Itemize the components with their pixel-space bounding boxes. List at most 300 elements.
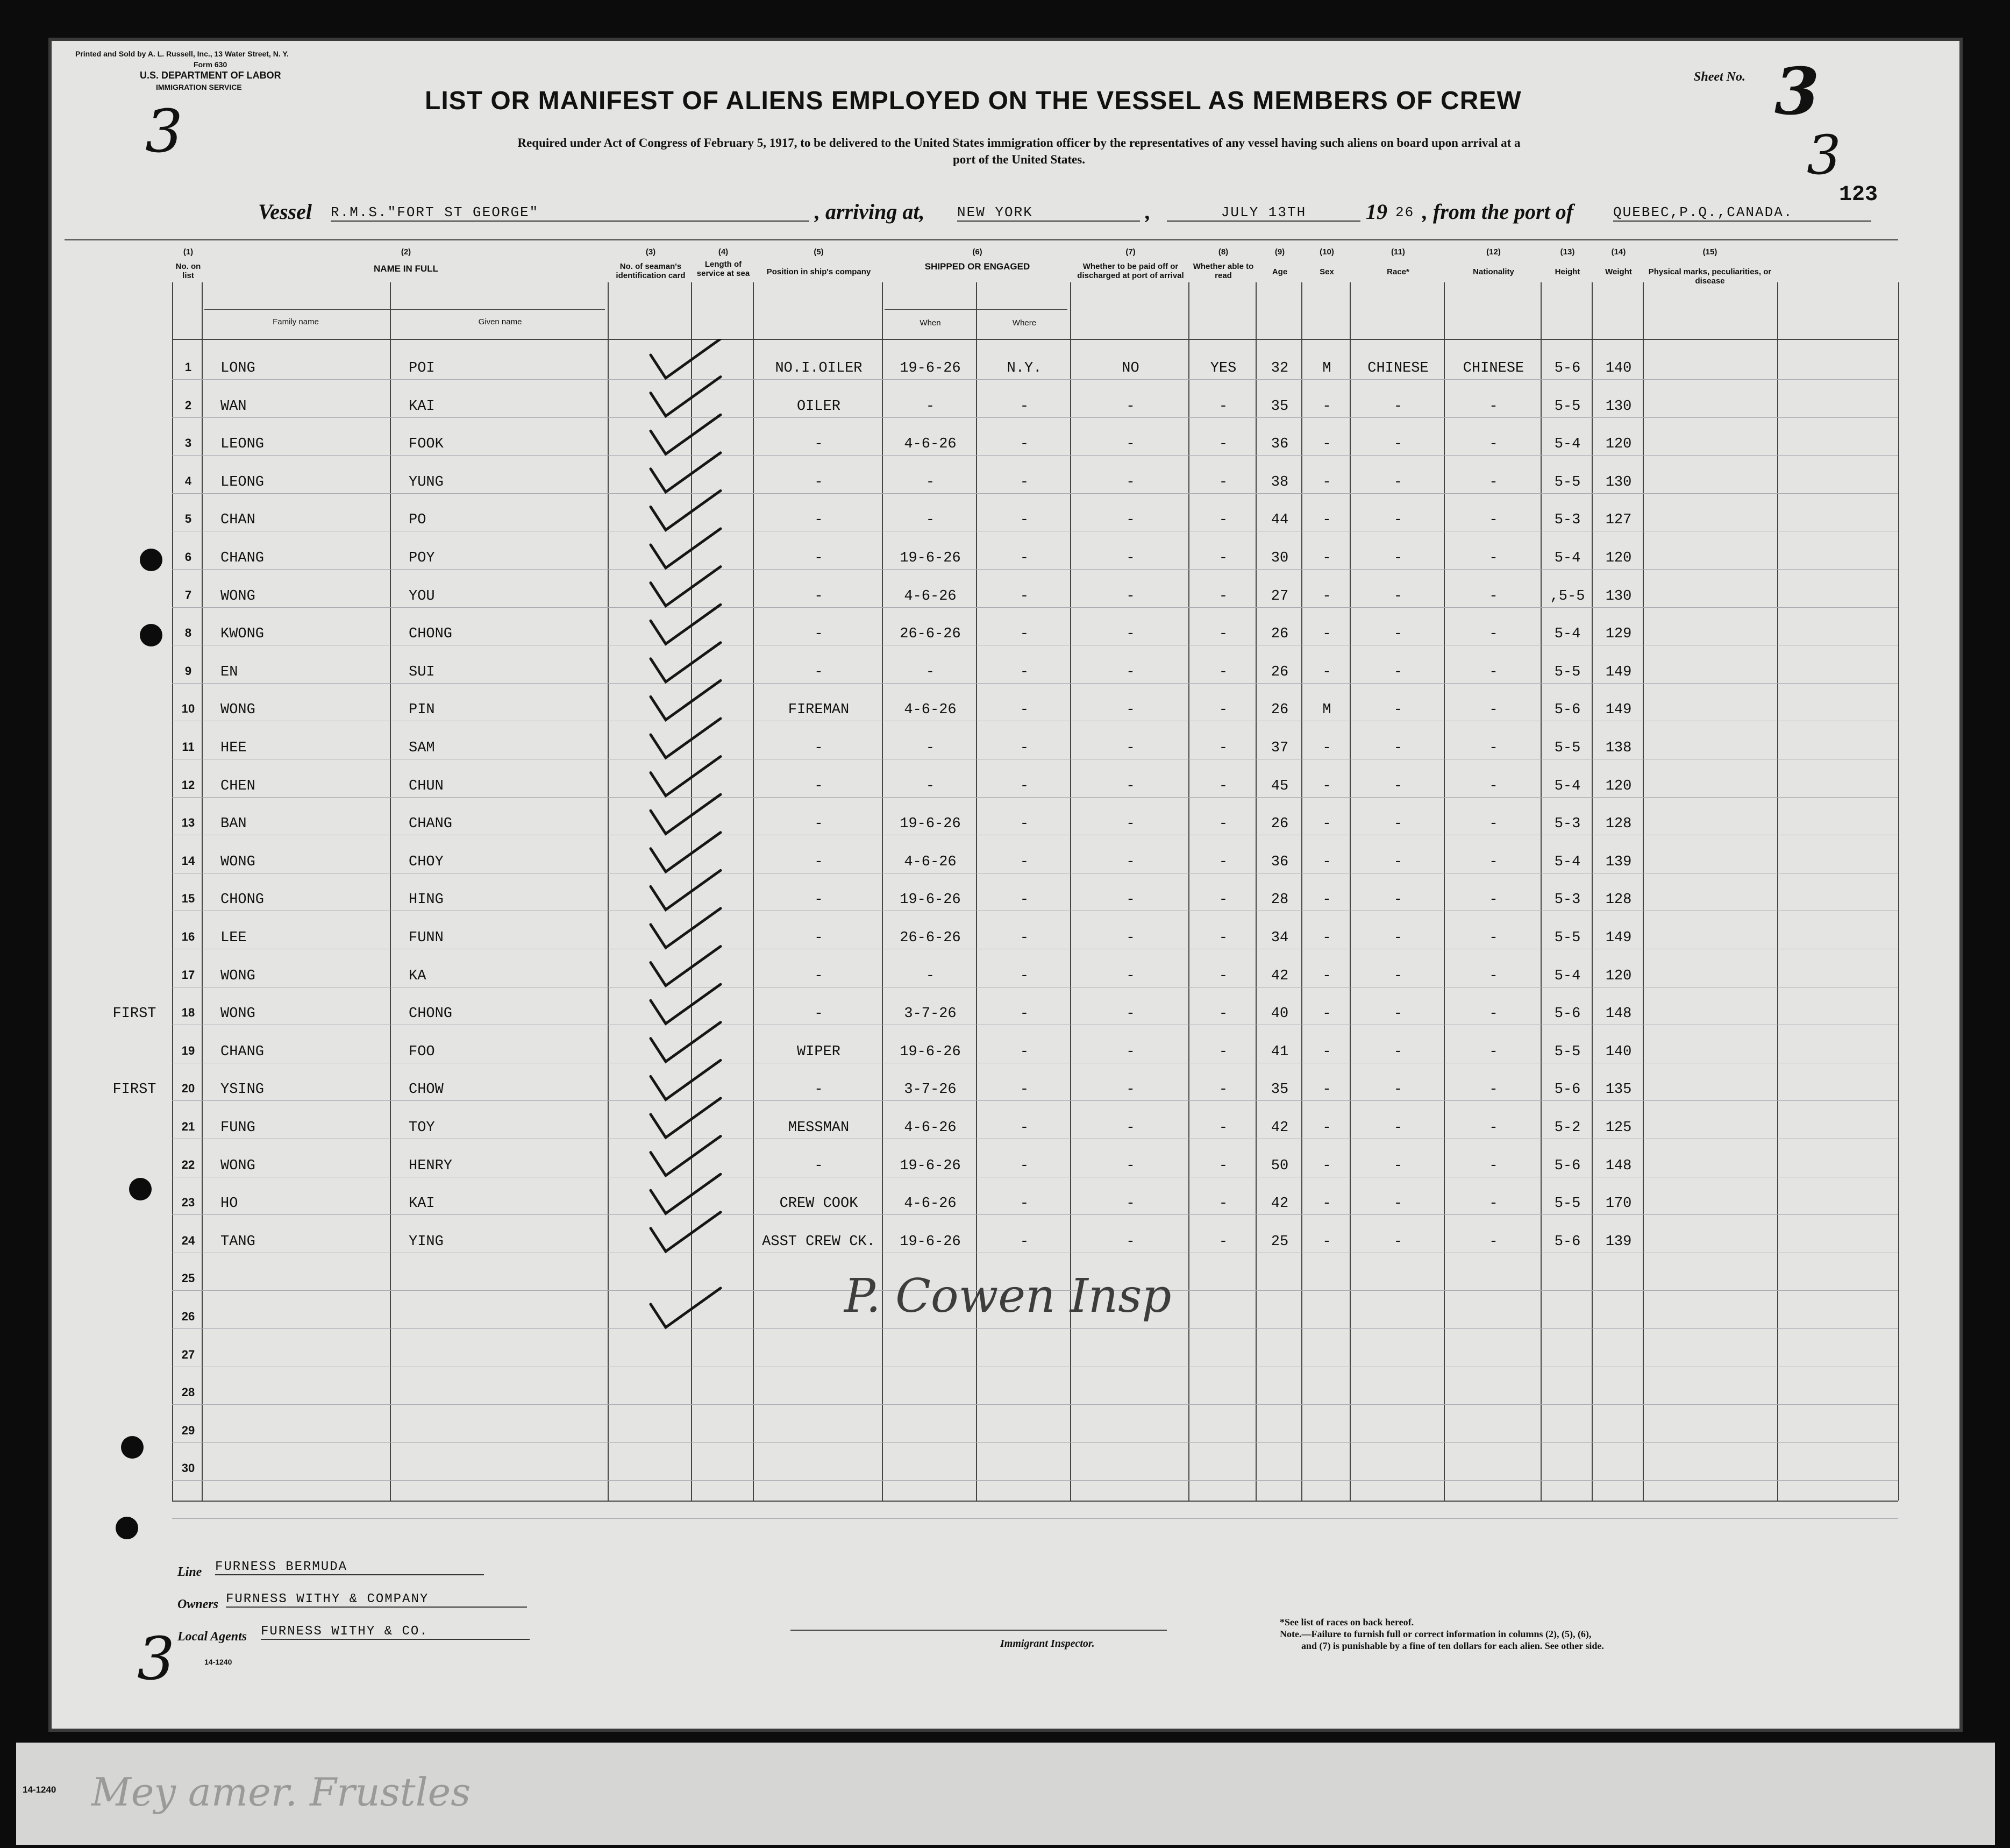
cell-read: - xyxy=(1218,550,1228,566)
cell-height: 5-6 xyxy=(1554,1006,1581,1022)
subheader-rule xyxy=(885,309,1067,310)
cell-position: NO.I.OILER xyxy=(775,360,863,376)
cell-height: 5-6 xyxy=(1554,1233,1581,1250)
cell-position: FIREMAN xyxy=(788,702,850,719)
cell-where: - xyxy=(1020,436,1029,453)
cell-no: 28 xyxy=(181,1385,195,1399)
agents-value: FURNESS WITHY & CO. xyxy=(261,1624,530,1640)
cell-position: - xyxy=(814,1082,823,1098)
cell-when: 19-6-26 xyxy=(900,550,961,566)
cell-given: SUI xyxy=(409,664,435,680)
cell-height: 5-4 xyxy=(1554,968,1581,984)
cell-sex: - xyxy=(1322,1196,1331,1212)
cell-race: - xyxy=(1393,436,1403,453)
row-rule xyxy=(172,493,1898,494)
cell-read: - xyxy=(1218,1157,1228,1174)
cell-weight: 135 xyxy=(1605,1082,1632,1098)
cell-weight: 129 xyxy=(1605,626,1632,643)
line-value: FURNESS BERMUDA xyxy=(215,1560,484,1575)
cell-weight: 149 xyxy=(1605,702,1632,719)
checkmark-icon xyxy=(651,680,721,720)
agents-label: Local Agents xyxy=(177,1630,247,1644)
cell-no: 24 xyxy=(181,1233,195,1247)
cell-nationality: - xyxy=(1489,436,1498,453)
row-rule xyxy=(172,455,1898,456)
cell-paid: - xyxy=(1126,436,1135,453)
col-10-header: (10) Sex xyxy=(1320,247,1334,276)
cell-sex: - xyxy=(1322,588,1331,605)
cell-when: 26-6-26 xyxy=(900,930,961,946)
cell-weight: 120 xyxy=(1605,436,1632,453)
column-rule xyxy=(172,282,173,1501)
cell-read: - xyxy=(1218,1196,1228,1212)
cell-weight: 120 xyxy=(1605,968,1632,984)
page-number: 123 xyxy=(1839,183,1878,207)
cell-no: 1 xyxy=(184,360,192,374)
bottom-strip xyxy=(16,1743,1995,1845)
service: IMMIGRATION SERVICE xyxy=(156,83,242,91)
cell-no: 10 xyxy=(181,702,195,716)
cell-nationality: - xyxy=(1489,854,1498,870)
form-number: Form 630 xyxy=(194,60,227,69)
department: U.S. DEPARTMENT OF LABOR xyxy=(140,70,281,81)
cell-where: - xyxy=(1020,398,1029,415)
form-title: LIST OR MANIFEST OF ALIENS EMPLOYED ON THE VESSEL AS MEMBERS OF CREW xyxy=(425,87,1522,115)
cell-age: 42 xyxy=(1271,1196,1289,1212)
cell-paid: - xyxy=(1126,740,1135,756)
column-rule xyxy=(1898,282,1899,1501)
cell-sex: - xyxy=(1322,892,1331,908)
cell-read: - xyxy=(1218,740,1228,756)
cell-height: 5-5 xyxy=(1554,474,1581,491)
col-14-header: (14) Weight xyxy=(1605,247,1632,276)
cell-height: 5-4 xyxy=(1554,436,1581,453)
cell-nationality: - xyxy=(1489,892,1498,908)
column-rule xyxy=(753,282,754,1501)
cell-race: - xyxy=(1393,854,1403,870)
cell-sex: - xyxy=(1322,1006,1331,1022)
cell-paid: - xyxy=(1126,626,1135,643)
cell-nationality: - xyxy=(1489,626,1498,643)
col-7-header: (7) Whether to be paid off or discharged at port of arrival xyxy=(1077,247,1184,280)
cell-age: 42 xyxy=(1271,1120,1289,1136)
cell-family: CHEN xyxy=(220,778,255,794)
cell-given: KA xyxy=(409,968,426,984)
cell-family: BAN xyxy=(220,816,247,833)
checkmark-icon xyxy=(651,339,721,378)
cell-height: 5-5 xyxy=(1554,398,1581,415)
cell-nationality: - xyxy=(1489,512,1498,529)
cell-race: - xyxy=(1393,816,1403,833)
cell-family: EN xyxy=(220,664,238,680)
cell-given: KAI xyxy=(409,1196,435,1212)
cell-age: 26 xyxy=(1271,664,1289,680)
cell-nationality: - xyxy=(1489,968,1498,984)
cell-race: - xyxy=(1393,1196,1403,1212)
cell-height: 5-5 xyxy=(1554,664,1581,680)
cell-when: - xyxy=(925,664,935,680)
cell-no: 22 xyxy=(181,1157,195,1171)
cell-no: 27 xyxy=(181,1347,195,1361)
cell-height: ,5-5 xyxy=(1550,588,1585,605)
row-rule xyxy=(172,569,1898,570)
cell-read: - xyxy=(1218,854,1228,870)
cell-position: - xyxy=(814,968,823,984)
checkmark-icon xyxy=(651,794,721,834)
cell-where: - xyxy=(1020,1196,1029,1212)
cell-weight: 127 xyxy=(1605,512,1632,529)
cell-race: - xyxy=(1393,1120,1403,1136)
cell-family: LEONG xyxy=(220,436,265,453)
table-bottom-rule xyxy=(172,1501,1898,1502)
cell-paid: - xyxy=(1126,474,1135,491)
cell-family: LEONG xyxy=(220,474,265,491)
cell-race: - xyxy=(1393,664,1403,680)
cell-height: 5-4 xyxy=(1554,854,1581,870)
cell-nationality: - xyxy=(1489,1006,1498,1022)
cell-where: - xyxy=(1020,512,1029,529)
cell-paid: - xyxy=(1126,968,1135,984)
from-label: , from the port of xyxy=(1422,200,1574,224)
cell-age: 35 xyxy=(1271,1082,1289,1098)
cell-paid: - xyxy=(1126,1233,1135,1250)
cell-no: 8 xyxy=(184,626,192,640)
cell-read: - xyxy=(1218,398,1228,415)
cell-race: - xyxy=(1393,1043,1403,1060)
cell-race: - xyxy=(1393,702,1403,719)
cell-weight: 149 xyxy=(1605,664,1632,680)
cell-position: WIPER xyxy=(796,1043,840,1060)
cell-no: 3 xyxy=(184,436,192,450)
cell-age: 45 xyxy=(1271,778,1289,794)
cell-weight: 128 xyxy=(1605,892,1632,908)
cell-age: 25 xyxy=(1271,1233,1289,1250)
cell-read: - xyxy=(1218,474,1228,491)
cell-family: WONG xyxy=(220,968,255,984)
cell-sex: - xyxy=(1322,398,1331,415)
cell-age: 42 xyxy=(1271,968,1289,984)
cell-given: FOO xyxy=(409,1043,435,1060)
table-top-rule xyxy=(65,239,1898,240)
cell-race: - xyxy=(1393,778,1403,794)
checkmark-icon xyxy=(651,377,721,416)
cell-where: - xyxy=(1020,816,1029,833)
cell-given: CHOW xyxy=(409,1082,444,1098)
col-13-header: (13) Height xyxy=(1555,247,1580,276)
cell-where: - xyxy=(1020,1043,1029,1060)
column-rule xyxy=(1301,282,1302,1501)
cell-age: 44 xyxy=(1271,512,1289,529)
cell-when: 19-6-26 xyxy=(900,892,961,908)
cell-given: CHONG xyxy=(409,626,453,643)
cell-family: HO xyxy=(220,1196,238,1212)
checkmark-icon xyxy=(651,643,721,682)
row-rule xyxy=(172,417,1898,418)
cell-paid: - xyxy=(1126,398,1135,415)
cell-weight: 138 xyxy=(1605,740,1632,756)
cell-nationality: - xyxy=(1489,1157,1498,1174)
cell-weight: 140 xyxy=(1605,360,1632,376)
cell-race: CHINESE xyxy=(1367,360,1429,376)
cell-given: CHONG xyxy=(409,1006,453,1022)
cell-given: YING xyxy=(409,1233,444,1250)
checkmark-icon xyxy=(651,1098,721,1138)
cell-read: - xyxy=(1218,436,1228,453)
cell-no: 15 xyxy=(181,892,195,906)
cell-no: 19 xyxy=(181,1043,195,1057)
printer-line: Printed and Sold by A. L. Russell, Inc., 13 Water Street, N. Y. xyxy=(75,49,289,58)
cell-read: - xyxy=(1218,702,1228,719)
col-6-header: (6) SHIPPED OR ENGAGED xyxy=(924,247,1030,272)
cell-given: CHANG xyxy=(409,816,453,833)
cell-read: - xyxy=(1218,588,1228,605)
cell-paid: - xyxy=(1126,892,1135,908)
column-rule xyxy=(1350,282,1351,1501)
cell-family: WAN xyxy=(220,398,247,415)
cell-race: - xyxy=(1393,892,1403,908)
punch-hole xyxy=(140,549,162,571)
cell-paid: - xyxy=(1126,1043,1135,1060)
cell-position: - xyxy=(814,512,823,529)
column-rule xyxy=(202,282,203,1501)
cell-nationality: - xyxy=(1489,474,1498,491)
checkmark-icon xyxy=(651,719,721,758)
cell-nationality: - xyxy=(1489,1120,1498,1136)
cell-race: - xyxy=(1393,474,1403,491)
checkmark-icon xyxy=(651,415,721,454)
cell-paid: - xyxy=(1126,588,1135,605)
cell-given: YUNG xyxy=(409,474,444,491)
cell-age: 32 xyxy=(1271,360,1289,376)
cell-sex: - xyxy=(1322,1043,1331,1060)
col-11-header: (11) Race* xyxy=(1387,247,1409,276)
cell-family: WONG xyxy=(220,1006,255,1022)
column-rule xyxy=(1777,282,1778,1501)
checkmark-icon xyxy=(651,1212,721,1252)
col-2-header: (2) NAME IN FULL xyxy=(374,247,438,274)
cell-weight: 120 xyxy=(1605,778,1632,794)
cell-paid: - xyxy=(1126,816,1135,833)
col-9-header: (9) Age xyxy=(1272,247,1288,276)
cell-when: 4-6-26 xyxy=(904,588,957,605)
cell-no: 21 xyxy=(181,1120,195,1133)
cell-weight: 140 xyxy=(1605,1043,1632,1060)
vessel-label: Vessel xyxy=(258,200,312,224)
col-1-header: (1) No. on list xyxy=(175,247,201,280)
column-rule xyxy=(1643,282,1644,1501)
checkmark-icon xyxy=(651,870,721,909)
cell-where: - xyxy=(1020,626,1029,643)
punch-hole xyxy=(121,1436,144,1459)
cell-given: CHUN xyxy=(409,778,444,794)
cell-weight: 130 xyxy=(1605,588,1632,605)
column-rule xyxy=(390,282,391,1501)
cell-age: 41 xyxy=(1271,1043,1289,1060)
cell-when: 19-6-26 xyxy=(900,1043,961,1060)
cell-nationality: - xyxy=(1489,816,1498,833)
punch-hole xyxy=(140,624,162,646)
cell-no: 25 xyxy=(181,1271,195,1285)
cell-position: OILER xyxy=(796,398,840,415)
cell-where: - xyxy=(1020,1157,1029,1174)
cell-height: 5-4 xyxy=(1554,778,1581,794)
cell-when: - xyxy=(925,740,935,756)
cell-paid: - xyxy=(1126,702,1135,719)
cell-when: 4-6-26 xyxy=(904,436,957,453)
year-suffix: 26 xyxy=(1395,204,1415,221)
cell-family: CHANG xyxy=(220,550,265,566)
cell-age: 50 xyxy=(1271,1157,1289,1174)
cell-read: - xyxy=(1218,1043,1228,1060)
cell-read: - xyxy=(1218,1233,1228,1250)
cell-sex: - xyxy=(1322,930,1331,946)
cell-weight: 170 xyxy=(1605,1196,1632,1212)
cell-position: - xyxy=(814,854,823,870)
cell-where: - xyxy=(1020,1233,1029,1250)
cell-no: 7 xyxy=(184,588,192,602)
checkmark-icon xyxy=(651,984,721,1023)
cell-height: 5-2 xyxy=(1554,1120,1581,1136)
manifest-sheet xyxy=(48,38,1963,1732)
cell-no: 26 xyxy=(181,1310,195,1323)
cell-where: - xyxy=(1020,474,1029,491)
cell-given: KAI xyxy=(409,398,435,415)
header-bottom-rule xyxy=(172,339,1898,340)
origin-port: QUEBEC,P.Q.,CANADA. xyxy=(1613,204,1871,222)
row-rule xyxy=(172,1100,1898,1101)
cell-no: 9 xyxy=(184,664,192,678)
cell-race: - xyxy=(1393,550,1403,566)
race-note: *See list of races on back hereof. xyxy=(1280,1617,1414,1627)
cell-nationality: - xyxy=(1489,702,1498,719)
cell-family: WONG xyxy=(220,1157,255,1174)
column-rule xyxy=(1592,282,1593,1501)
cell-position: - xyxy=(814,1157,823,1174)
col-2a-header: Family name xyxy=(273,317,319,326)
cell-age: 26 xyxy=(1271,702,1289,719)
requirement-text xyxy=(215,134,1823,168)
cell-position: - xyxy=(814,1006,823,1022)
cell-race: - xyxy=(1393,588,1403,605)
cell-paid: - xyxy=(1126,1196,1135,1212)
cell-paid: - xyxy=(1126,512,1135,529)
arriving-label: , arriving at, xyxy=(815,200,925,224)
cell-sex: - xyxy=(1322,816,1331,833)
cell-paid: - xyxy=(1126,1082,1135,1098)
cell-when: - xyxy=(925,968,935,984)
cell-weight: 139 xyxy=(1605,1233,1632,1250)
cell-age: 26 xyxy=(1271,816,1289,833)
cell-race: - xyxy=(1393,512,1403,529)
cell-when: - xyxy=(925,398,935,415)
cell-height: 5-4 xyxy=(1554,626,1581,643)
cell-paid: - xyxy=(1126,664,1135,680)
cell-no: 4 xyxy=(184,474,192,488)
cell-family: WONG xyxy=(220,588,255,605)
cell-age: 35 xyxy=(1271,398,1289,415)
arrival-port: NEW YORK xyxy=(957,204,1140,222)
cell-age: 34 xyxy=(1271,930,1289,946)
requirement-line-2: port of the United States. xyxy=(953,153,1085,166)
cell-height: 5-6 xyxy=(1554,360,1581,376)
sheet-number: 3 xyxy=(1774,54,1820,130)
cell-read: - xyxy=(1218,1120,1228,1136)
cell-position: MESSMAN xyxy=(788,1120,850,1136)
cell-no: 5 xyxy=(184,512,192,526)
cell-given: FOOK xyxy=(409,436,444,453)
cell-when: 3-7-26 xyxy=(904,1082,957,1098)
col-3-header: (3) No. of seaman's identification card xyxy=(616,247,686,280)
cell-paid: - xyxy=(1126,854,1135,870)
cell-family: WONG xyxy=(220,702,255,719)
cell-sex: - xyxy=(1322,474,1331,491)
cell-weight: 148 xyxy=(1605,1006,1632,1022)
cell-race: - xyxy=(1393,1082,1403,1098)
cell-where: - xyxy=(1020,740,1029,756)
cell-age: 26 xyxy=(1271,626,1289,643)
cell-read: - xyxy=(1218,968,1228,984)
cell-race: - xyxy=(1393,398,1403,415)
cell-sex: - xyxy=(1322,550,1331,566)
checkmark-icon xyxy=(651,491,721,530)
cell-where: N.Y. xyxy=(1007,360,1042,376)
punch-hole xyxy=(129,1178,152,1200)
subheader-rule xyxy=(204,309,605,310)
checkmark-icon xyxy=(651,947,721,986)
cell-no: 6 xyxy=(184,550,192,564)
cell-family: LONG xyxy=(220,360,255,376)
cell-sex: - xyxy=(1322,968,1331,984)
cell-where: - xyxy=(1020,588,1029,605)
checkmark-icon xyxy=(651,567,721,606)
cell-where: - xyxy=(1020,854,1029,870)
cell-height: 5-3 xyxy=(1554,512,1581,529)
row-rule xyxy=(172,1214,1898,1215)
col-12-header: (12) Nationality xyxy=(1473,247,1514,276)
cell-read: - xyxy=(1218,664,1228,680)
cell-sex: - xyxy=(1322,436,1331,453)
cell-when: 19-6-26 xyxy=(900,1233,961,1250)
col-8-header: (8) Whether able to read xyxy=(1193,247,1254,280)
cell-when: 19-6-26 xyxy=(900,360,961,376)
cell-no: 20 xyxy=(181,1082,195,1096)
cell-given: POI xyxy=(409,360,435,376)
row-note: FIRST xyxy=(112,1082,156,1098)
cell-no: 29 xyxy=(181,1423,195,1437)
cell-given: TOY xyxy=(409,1120,435,1136)
cell-weight: 139 xyxy=(1605,854,1632,870)
cell-when: 4-6-26 xyxy=(904,1120,957,1136)
line-label: Line xyxy=(177,1565,202,1579)
cell-height: 5-3 xyxy=(1554,892,1581,908)
cell-age: 38 xyxy=(1271,474,1289,491)
cell-race: - xyxy=(1393,968,1403,984)
cell-given: PIN xyxy=(409,702,435,719)
cell-sex: - xyxy=(1322,854,1331,870)
cell-position: - xyxy=(814,474,823,491)
cell-when: - xyxy=(925,778,935,794)
cell-when: 4-6-26 xyxy=(904,854,957,870)
cell-paid: - xyxy=(1126,778,1135,794)
cell-sex: M xyxy=(1322,360,1331,376)
cell-height: 5-5 xyxy=(1554,1043,1581,1060)
cell-race: - xyxy=(1393,740,1403,756)
cell-weight: 128 xyxy=(1605,816,1632,833)
row-rule xyxy=(172,379,1898,380)
inspector-signature-line xyxy=(790,1630,1167,1631)
cell-age: 28 xyxy=(1271,892,1289,908)
cell-no: 11 xyxy=(182,740,195,754)
